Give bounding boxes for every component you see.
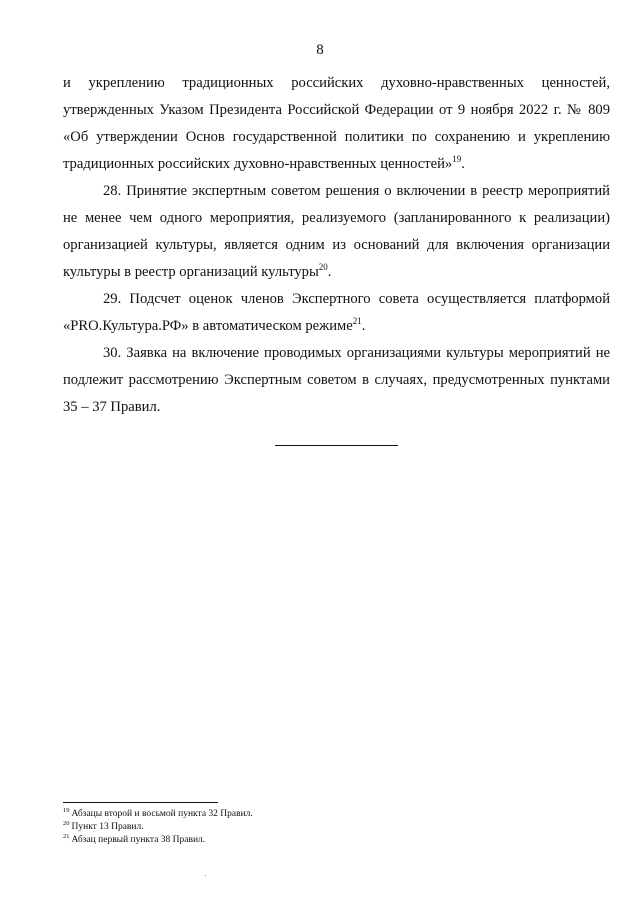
paragraph-tail: . (461, 156, 465, 172)
paragraph-continuation (63, 70, 610, 178)
footnote-number: 20 (63, 819, 70, 827)
document-body (63, 70, 610, 421)
paragraph-28 (63, 178, 610, 286)
footnote-20 (63, 821, 603, 834)
footnote-21 (63, 834, 603, 847)
footnote-ref-19: 19 (452, 154, 462, 165)
paragraph-tail: . (361, 318, 366, 334)
footnote-text: Абзацы второй и восьмой пункта 32 Правил. (71, 809, 253, 819)
footnote-separator (63, 802, 218, 803)
paragraph-30 (63, 340, 610, 421)
paragraph-text: 30. Заявка на включение проводимых организациями культуры мероприятий не подлежит рассмотрению Экспертным советом в случаях, предусмотренных пунктами 35 – 37 Правил. (63, 345, 610, 415)
footnotes (63, 808, 603, 847)
footnote-number: 19 (63, 806, 70, 814)
paragraph-text: 28. Принятие экспертным советом решения о включении в реестр мероприятий не менее чем одного мероприятия, реализуемого (запланированного к реализации) организацией культуры, является одним из оснований для включения организации культуры в реестр организаций культуры (63, 183, 610, 280)
paragraph-tail: . (327, 264, 332, 280)
paragraph-text: и укреплению традиционных российских духовно-нравственных ценностей, утвержденных Указом Президента Российской Федерации от 9 ноября 2022 г. № 809 «Об утверждении Основ государственной политики по сохранению и укреплению традиционных российских духовно-нравственных ценностей» (63, 75, 610, 172)
paragraph-29 (63, 286, 610, 340)
footnote-ref-21: 21 (352, 316, 362, 327)
footnote-19 (63, 808, 603, 821)
footnote-text: Пункт 13 Правил. (71, 822, 144, 832)
section-divider (275, 445, 398, 446)
footnote-number: 21 (63, 832, 70, 840)
page-number: 8 (316, 42, 324, 58)
paragraph-text: 29. Подсчет оценок членов Экспертного совета осуществляется платформой «PRO.Культура.РФ» в автоматическом режиме (63, 291, 610, 334)
scan-speck (205, 875, 206, 876)
footnote-ref-20: 20 (318, 262, 328, 273)
footnote-text: Абзац первый пункта 38 Правил. (71, 835, 206, 845)
